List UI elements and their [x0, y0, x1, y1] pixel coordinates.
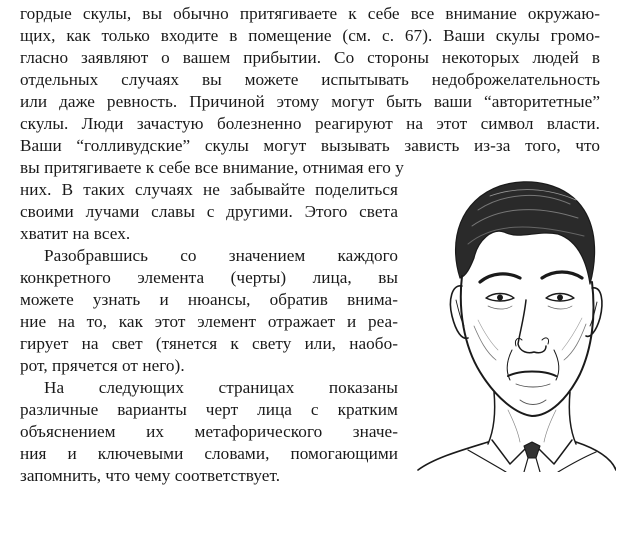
text-line-12: Разобравшись со значением каждого	[44, 246, 398, 265]
text-line-17: рот, прячется от него).	[20, 356, 185, 375]
text-line-21: ния и ключевыми словами, помогающими	[20, 444, 398, 463]
text-line-7: Ваши “голливудские” скулы могут вызывать зависть из-за того, что	[20, 136, 600, 155]
text-line-16: гирует на свет (тянется к свету или, наобо-	[20, 334, 398, 353]
text-line-3: гласно заявляют о вашем прибытии. Со стороны некоторых людей в	[20, 48, 600, 67]
text-line-5: или даже ревность. Причиной этому могут быть ваши “авторитетные”	[20, 92, 600, 111]
text-line-10: своими лучами славы с другими. Этого света	[20, 202, 398, 221]
portrait-illustration	[408, 160, 616, 472]
text-line-22: запомнить, что чему соответствует.	[20, 466, 281, 485]
text-line-4: отдельных случаях вы можете испытывать недоброжелательность	[20, 70, 600, 89]
text-line-19: различные варианты черт лица с кратким	[20, 400, 398, 419]
text-line-20: объяснением их метафорического значе-	[20, 422, 398, 441]
text-line-1: гордые скулы, вы обычно притягиваете к себе все внимание окружаю-	[20, 4, 600, 23]
text-line-18: На следующих страницах показаны	[44, 378, 398, 397]
text-line-9: них. В таких случаях не забывайте поделиться	[20, 180, 398, 199]
text-line-2: щих, как только входите в помещение (см. с. 67). Ваши скулы громо-	[20, 26, 600, 45]
text-line-13: конкретного элемента (черты) лица, вы	[20, 268, 398, 287]
text-line-15: ние на то, как этот элемент отражает и реа-	[20, 312, 398, 331]
text-line-6: скулы. Люди зачастую болезненно реагируют на этот символ власти.	[20, 114, 600, 133]
text-line-11: хватит на всех.	[20, 224, 131, 243]
text-line-8: вы притягиваете к себе все внимание, отнимая его у	[20, 158, 404, 177]
text-line-14: можете узнать и нюансы, обратив внима-	[20, 290, 398, 309]
